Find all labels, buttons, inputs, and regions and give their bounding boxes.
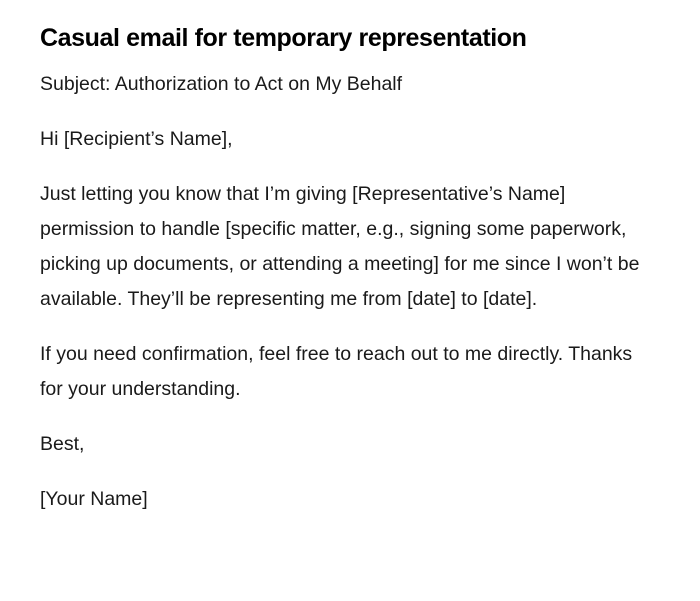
closing: Best, [40, 433, 85, 455]
greeting: Hi [Recipient’s Name], [40, 128, 233, 150]
subject-line: Subject: Authorization to Act on My Behalf [40, 73, 403, 95]
document-title: Casual email for temporary representation [40, 24, 527, 52]
signature: [Your Name] [40, 488, 148, 510]
body-paragraph-1: Just letting you know that I’m giving [Representative’s Name] permission to handle [specific matter, e.g., signing some paperwork, picking up documents, or attending a meeting] for me since I won’t be available. They’ll be representing me from [date] to [date]. [40, 183, 640, 310]
body-paragraph-2: If you need confirmation, feel free to reach out to me directly. Thanks for your understanding. [40, 343, 633, 400]
